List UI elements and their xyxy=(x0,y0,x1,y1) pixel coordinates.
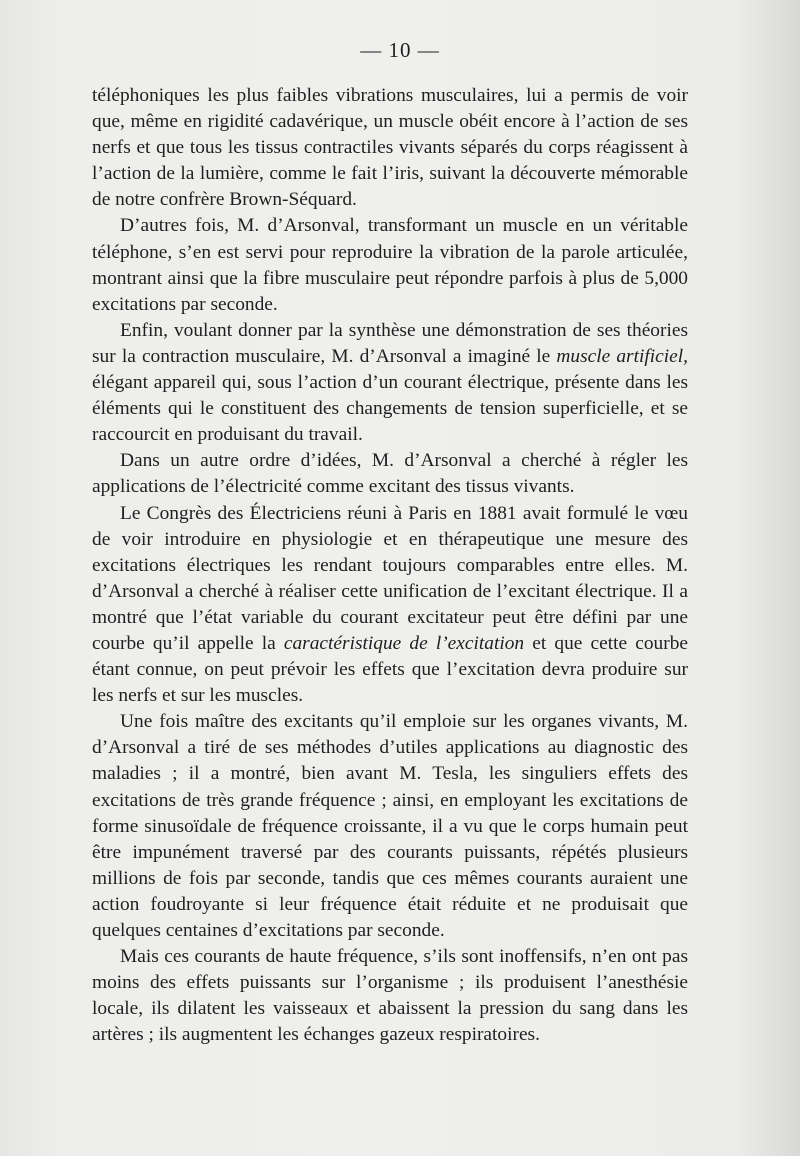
body-text xyxy=(92,83,688,1048)
paragraph-2-text: D’autres fois, M. d’Arsonval, transformant un muscle en un véritable téléphone, s’en est servi pour reproduire la vibration de la parole articulée, montrant ainsi que la fibre musculaire peut répondre parfois à plus de 5,000 excitations par seconde. xyxy=(92,215,688,315)
caracteristique-term: caractéristique de l’excitation xyxy=(283,632,525,654)
paragraph-5-text-b: et que cette courbe étant connue, on peut prévoir les effets que l’excitation devra produire sur les nerfs et sur les muscles. xyxy=(92,632,688,707)
paragraph-7-text: Mais ces courants de haute fréquence, s’ils sont inoffensifs, n’en ont pas moins des effets puissants sur l’organisme ; ils produisent l’anesthésie locale, ils dilatent les vaisseaux et abaissent la pression du sang dans les artères ; ils augmentent les échanges gazeux respiratoires. xyxy=(92,946,688,1046)
paragraph-5-text-a: Le Congrès des Électriciens réuni à Paris en 1881 avait formulé le vœu de voir introduire en physiologie et en thérapeutique une mesure des excitations électriques les rendant toujours comparables entre elles. M. d’Arsonval a cherché à réaliser cette unification de l’excitant électrique. Il a montré que l’état variable du courant excitateur peut être défini par une courbe qu’il appelle la xyxy=(92,502,688,654)
page-number: — 10 — xyxy=(360,38,440,62)
paragraph-1-text: téléphoniques les plus faibles vibrations musculaires, lui a permis de voir que, même en rigidité cadavérique, un muscle obéit encore à l’action de ses nerfs et que tous les tissus contractiles vivants séparés du corps réagissent à l’action de la lumière, comme le fait l’iris, suivant la découverte mémorable de notre confrère Brown-Séquard. xyxy=(92,85,688,211)
paragraph-3 xyxy=(92,318,688,448)
paragraph-7 xyxy=(92,944,688,1048)
paragraph-3-text-b: élégant appareil qui, sous l’action d’un courant électrique, présente dans les éléments qui le constituent des changements de tension superficielle, et se raccourcit en produisant du travail. xyxy=(92,372,688,446)
paragraph-6-text: Une fois maître des excitants qu’il emploie sur les organes vivants, M. d’Arsonval a tiré de ses méthodes d’utiles applications au diagnostic des maladies ; il a montré, bien avant M. Tesla, les singuliers effets des excitations de très grande fréquence ; ainsi, en employant les excitations de forme sinusoïdale de fréquence croissante, il a vu que le corps humain peut être impunément traversé par des courants puissants, répétés plusieurs millions de fois par seconde, tandis que ces mêmes courants auraient une action foudroyante si leur fréquence était réduite et ne produisait que quelques centaines d’excitations par seconde. xyxy=(92,711,688,941)
paragraph-2 xyxy=(92,213,688,317)
paragraph-3-text-a: Enfin, voulant donner par la synthèse une démonstration de ses théories sur la contraction musculaire, M. d’Arsonval a imaginé le xyxy=(92,319,688,367)
paragraph-6 xyxy=(92,709,688,944)
paragraph-5 xyxy=(92,501,688,710)
paragraph-1 xyxy=(92,83,688,213)
muscle-artificiel-term: muscle artificiel, xyxy=(556,345,688,367)
paragraph-4 xyxy=(92,448,688,500)
paragraph-4-text: Dans un autre ordre d’idées, M. d’Arsonval a cherché à régler les applications de l’électricité comme excitant des tissus vivants. xyxy=(92,450,688,498)
